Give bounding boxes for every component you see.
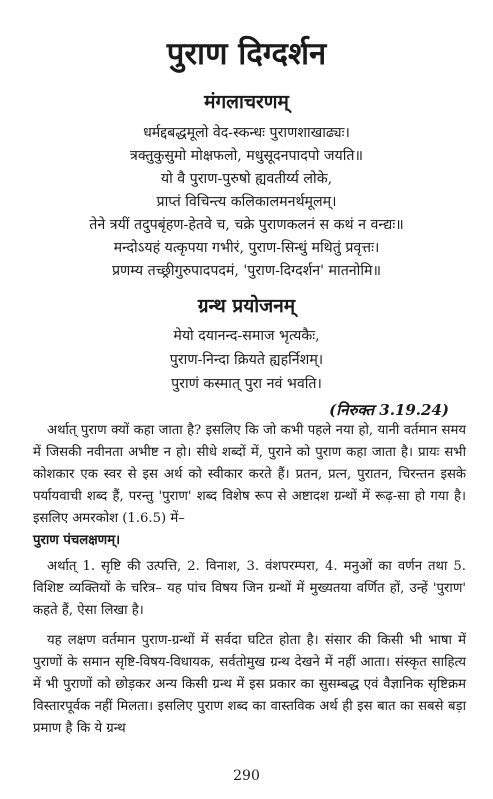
verse-line: मन्दोऽयहं यत्कृपया गभीरं, पुराण-सिन्धुं मथितुं प्रवृत्तः। [113, 240, 380, 256]
page-title: पुराण दिग्दर्शन [166, 36, 327, 72]
verse-line: त्रक्तुकुसुमो मोक्षफलो, मधुसूदनपादपो जयति॥ [130, 148, 363, 164]
paragraph [33, 420, 466, 530]
paragraph [33, 556, 466, 622]
paragraph-text: यह लक्षण वर्तमान पुराण-ग्रन्थों में सर्वदा घटित होता है। संसार की किसी भी भाषा में पुराणों के समान सृष्टि-विषय-विधायक, सर्वतोमुख ग्रन्थ देखने में नहीं आता। संस्कृत साहित्य में भी पुराणों को छोड़कर अन्य किसी ग्रन्थ में इस प्रकार का सुसम्बद्ध एवं वैज्ञानिक सृष्टिक्रम विस्तारपूर्वक नहीं मिलता। इसलिए पुराण शब्द का वास्तविक अर्थ ही इस बात का सबसे बड़ा प्रमाण है कि ये ग्रन्थ [33, 633, 466, 736]
verse-line: प्राप्तं विचिन्त्य कलिकालमनर्थमूलम्। [156, 194, 337, 210]
section-heading-mangalacharanam: मंगलाचरणम् [204, 91, 289, 113]
paragraph [33, 630, 466, 740]
citation: (निरुक्त 3.19.24) [329, 401, 449, 419]
verse-line: प्रणम्य तच्छ्रीगुरुपादपदमं, 'पुराण-दिग्दर्शन' मातनोमि॥ [111, 263, 382, 279]
section-heading-granth-prayojanam: ग्रन्थ प्रयोजनम् [197, 295, 296, 317]
verse-line: यो वै पुराण-पुरुषो ह्यवतीर्य्य लोके, [160, 171, 333, 187]
paragraph-text: पुराण पंचलक्षणम्। [33, 533, 121, 548]
verse-line: धर्मद्दबद्धमूलो वेद-स्कन्धः पुराणशाखाढ्यः। [143, 125, 350, 141]
verse-line: तेने त्रयीं तदुपबृंहण-हेतवे च, चक्रे पुराणकलनं स कथं न वन्द्यः॥ [89, 217, 404, 233]
paragraph-text: अर्थात् पुराण क्यों कहा जाता है? इसलिए कि जो कभी पहले नया हो, यानी वर्तमान समय में जिसकी नवीनता अभीष्ट न हो। सीधे शब्दों में, पुराने को पुराण कहा जाता है। प्रायः सभी कोशकार एक स्वर से इस अर्थ को स्वीकार करते हैं। प्रतन, प्रत्न, पुरातन, चिरन्तन इसके पर्यायवाची शब्द हैं, परन्तु 'पुराण' शब्द विशेष रूप से अष्टादश ग्रन्थों में रूढ़-सा हो गया है। इसलिए अमरकोश (1.6.5) में– [33, 423, 466, 526]
verse-line: पुराणं कस्मात् पुरा नवं भवति। [171, 376, 322, 392]
verse-line: मेयो दयानन्द-समाज भृत्यकैः, [173, 328, 320, 344]
paragraph-text: अर्थात् 1. सृष्टि की उत्पत्ति, 2. विनाश, 3. वंशपरम्परा, 4. मनुओं का वर्णन तथा 5. विशिष्ट व्यक्तियों के चरित्र– यह पांच विषय जिन ग्रन्थों में मुख्यतया वर्णित हों, उन्हें 'पुराण' कहते हैं, ऐसा लिखा है। [33, 559, 466, 618]
page-number: 290 [233, 768, 260, 784]
paragraph-quote [33, 530, 466, 552]
verse-line: पुराण-निन्दा क्रियते ह्यहर्निशम्। [169, 352, 324, 368]
